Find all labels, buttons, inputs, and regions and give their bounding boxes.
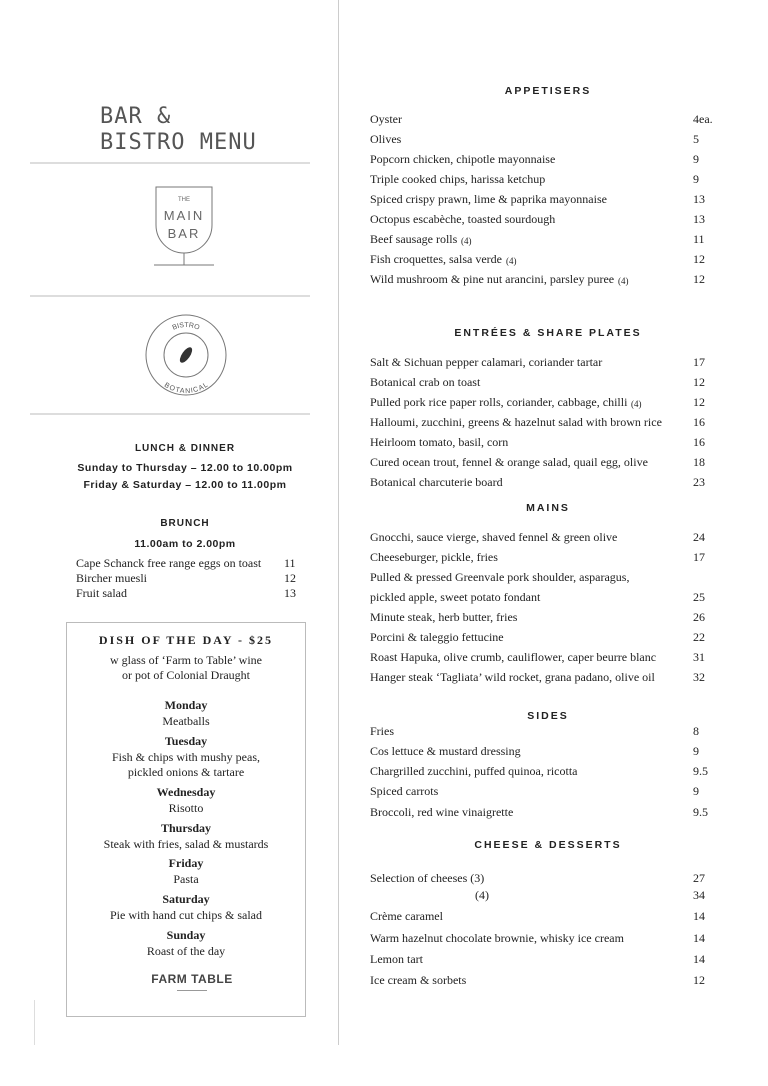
item-price: 14 (693, 952, 705, 966)
item-name: Crème caramel (370, 909, 443, 923)
item-name: Oyster (370, 112, 402, 126)
day-name: Monday (164, 698, 208, 712)
divider (30, 162, 310, 164)
item-price: 9 (693, 744, 699, 758)
item-name: Halloumi, zucchini, greens & hazelnut salad with brown rice (370, 415, 662, 429)
farm-to-table-logo (150, 972, 234, 995)
item-price: 9 (693, 172, 699, 186)
item-price: 13 (693, 212, 705, 226)
title-line-2: BISTRO MENU (100, 130, 257, 155)
day-name: Wednesday (156, 785, 216, 799)
item-name: Warm hazelnut chocolate brownie, whisky ice cream (370, 931, 624, 945)
item-name: Fish croquettes, salsa verde (370, 252, 502, 266)
item-name: pickled apple, sweet potato fondant (370, 590, 541, 604)
svg-text:MAIN: MAIN (163, 208, 205, 223)
item-name: Ice cream & sorbets (370, 973, 467, 987)
logo-text: FARM TABLE (151, 972, 233, 986)
svg-text:THE: THE (178, 197, 190, 203)
title-line-1: BAR & (100, 104, 172, 129)
item-name: Pulled pork rice paper rolls, coriander, cabbage, chilli (370, 395, 628, 409)
item-price: 18 (693, 455, 705, 469)
item-name: Spiced carrots (370, 784, 439, 798)
item-note: (4) (506, 256, 517, 266)
day-name: Saturday (162, 892, 210, 906)
item-name: Wild mushroom & pine nut arancini, parsley puree (370, 272, 615, 286)
item-price: 14 (693, 931, 705, 945)
item-price: 11 (284, 556, 296, 570)
item-price: 16 (693, 435, 705, 449)
item-note: (4) (461, 236, 472, 246)
divider (30, 413, 310, 415)
item-price: 25 (693, 590, 705, 604)
brunch-hours: 11.00am to 2.00pm (134, 538, 236, 550)
item-name: Botanical crab on toast (370, 375, 481, 389)
item-price: 12 (693, 973, 705, 987)
item-name: Cos lettuce & mustard dressing (370, 744, 521, 758)
item-price: 34 (693, 888, 705, 902)
day-name: Sunday (166, 928, 206, 942)
item-name: Gnocchi, sauce vierge, shaved fennel & green olive (370, 530, 618, 544)
svg-text:BISTRO: BISTRO (171, 321, 201, 332)
svg-text:BAR: BAR (167, 226, 201, 241)
item-price: 9 (693, 784, 699, 798)
day-dish: Pasta (173, 871, 199, 886)
main-bar-logo (150, 185, 220, 270)
item-name: Cured ocean trout, fennel & orange salad, quail egg, olive (370, 455, 648, 469)
item-name: Beef sausage rolls (370, 232, 458, 246)
section-header: ENTRÉES & SHARE PLATES (454, 327, 642, 339)
item-name: Olives (370, 132, 402, 146)
item-price: 26 (693, 610, 705, 624)
day-dish: Roast of the day (146, 943, 226, 958)
lunch-header: LUNCH & DINNER (134, 443, 236, 454)
day-dish: Meatballs (162, 713, 210, 728)
item-price: 12 (693, 395, 705, 409)
item-price: 12 (693, 272, 705, 286)
item-name: Selection of cheeses (3) (370, 871, 485, 885)
item-price: 31 (693, 650, 705, 664)
item-name: Pulled & pressed Greenvale pork shoulder, asparagus, (370, 570, 630, 584)
item-price: 12 (693, 252, 705, 266)
item-name: Spiced crispy prawn, lime & paprika mayonnaise (370, 192, 607, 206)
item-name: Fries (370, 724, 394, 738)
item-name: Cape Schanck free range eggs on toast (76, 556, 262, 570)
item-name: Popcorn chicken, chipotle mayonnaise (370, 152, 556, 166)
item-note: (4) (631, 399, 642, 409)
item-name: Octopus escabèche, toasted sourdough (370, 212, 556, 226)
item-name: Bircher muesli (76, 571, 147, 585)
item-price: 9.5 (693, 764, 708, 778)
section-header: APPETISERS (504, 85, 592, 97)
item-name: Chargrilled zucchini, puffed quinoa, ricotta (370, 764, 578, 778)
item-price: 5 (693, 132, 699, 146)
item-name: Broccoli, red wine vinaigrette (370, 805, 514, 819)
section-header: MAINS (526, 502, 570, 514)
item-name: Fruit salad (76, 586, 127, 600)
day-dish: Risotto (168, 800, 204, 815)
item-name: Salt & Sichuan pepper calamari, coriander tartar (370, 355, 603, 369)
item-price: 13 (693, 192, 705, 206)
item-name: (4) (475, 888, 489, 902)
item-name: Cheeseburger, pickle, fries (370, 550, 498, 564)
day-name: Tuesday (164, 734, 208, 748)
item-name: Heirloom tomato, basil, corn (370, 435, 509, 449)
logo-underline (177, 990, 207, 995)
item-price: 17 (693, 550, 705, 564)
item-price: 16 (693, 415, 705, 429)
left-edge-line (34, 1000, 35, 1045)
item-name: Botanical charcuterie board (370, 475, 503, 489)
lunch-hours: Sunday to Thursday – 12.00 to 10.00pm (77, 462, 293, 474)
item-note: (4) (618, 276, 629, 286)
day-dish: Fish & chips with mushy peas, (111, 749, 260, 764)
day-name: Friday (168, 856, 204, 870)
section-header: CHEESE & DESSERTS (474, 839, 622, 851)
item-price: 13 (284, 586, 296, 600)
day-dish: Steak with fries, salad & mustards (103, 836, 269, 851)
item-name: Hanger steak ‘Tagliata’ wild rocket, grana padano, olive oil (370, 670, 655, 684)
lunch-hours: Friday & Saturday – 12.00 to 11.00pm (83, 479, 287, 491)
item-name: Minute steak, herb butter, fries (370, 610, 518, 624)
day-dish: Pie with hand cut chips & salad (110, 907, 262, 922)
item-price: 23 (693, 475, 705, 489)
menu-title (100, 104, 257, 156)
item-price: 14 (693, 909, 705, 923)
svg-text:BOTANICAL: BOTANICAL (162, 381, 210, 396)
item-price: 8 (693, 724, 699, 738)
item-name: Porcini & taleggio fettucine (370, 630, 504, 644)
column-divider (338, 0, 339, 1045)
item-price: 22 (693, 630, 705, 644)
dish-of-day-sub: or pot of Colonial Draught (122, 668, 250, 682)
brunch-header: BRUNCH (160, 518, 210, 529)
item-price: 17 (693, 355, 705, 369)
item-price: 9 (693, 152, 699, 166)
item-price: 12 (693, 375, 705, 389)
item-price: 32 (693, 670, 705, 684)
item-name: Roast Hapuka, olive crumb, cauliflower, caper beurre blanc (370, 650, 657, 664)
leaf-icon (178, 345, 195, 364)
item-name: Triple cooked chips, harissa ketchup (370, 172, 546, 186)
dish-of-day-title: DISH OF THE DAY - $25 (98, 633, 274, 647)
item-price: 9.5 (693, 805, 708, 819)
item-price: 11 (693, 232, 705, 246)
item-name: Lemon tart (370, 952, 423, 966)
day-name: Thursday (160, 821, 212, 835)
item-price: 27 (693, 871, 705, 885)
bistro-botanical-logo (143, 312, 229, 398)
day-dish: pickled onions & tartare (127, 765, 245, 779)
item-price: 12 (284, 571, 296, 585)
item-price: 4ea. (693, 112, 713, 126)
dish-of-day-sub: w glass of ‘Farm to Table’ wine (109, 653, 262, 667)
section-header: SIDES (527, 710, 569, 722)
divider (30, 295, 310, 297)
item-price: 24 (693, 530, 705, 544)
